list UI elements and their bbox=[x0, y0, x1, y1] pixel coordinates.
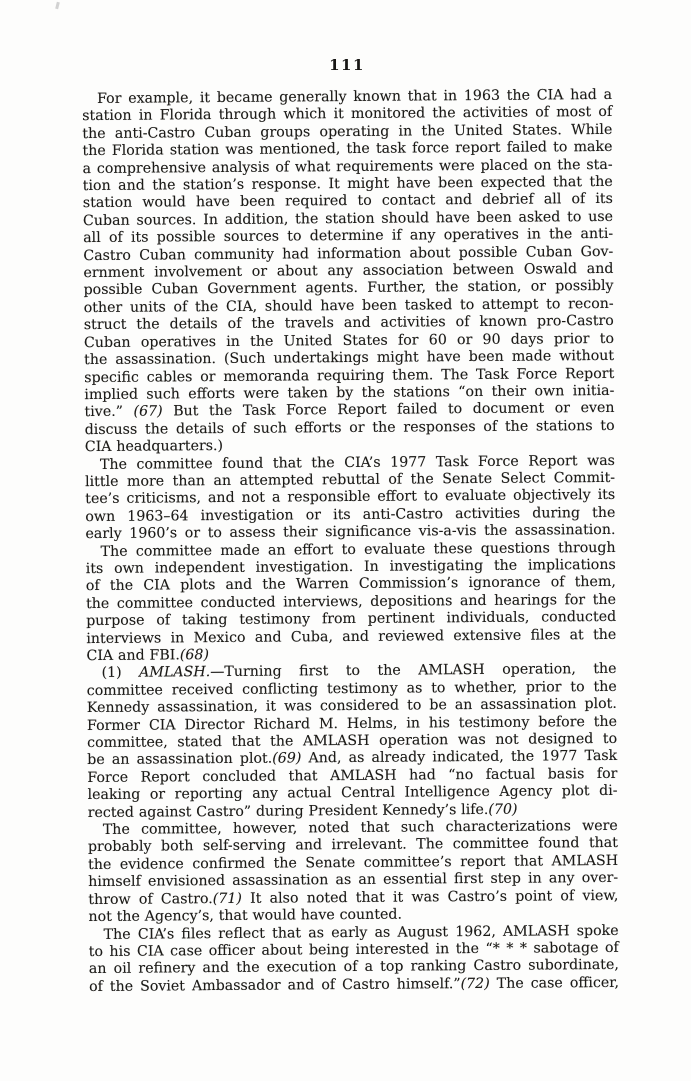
text-segment: ernment involvement or about any association between Oswald and bbox=[83, 260, 614, 282]
text-segment: throw of Castro. bbox=[88, 890, 213, 908]
text-segment: a comprehensive analysis of what requirements were placed on the sta- bbox=[82, 156, 613, 177]
footnote-reference: (68) bbox=[179, 647, 210, 664]
footnote-reference: AMLASH. bbox=[139, 664, 211, 682]
text-segment: interviews in Mexico and Cuba, and reviewed extensive files at the bbox=[86, 626, 617, 647]
footnote-reference: (69) bbox=[272, 750, 302, 768]
text-segment: Castro Cuban community had information about possible Cuban Gov- bbox=[83, 243, 614, 264]
paragraph bbox=[82, 87, 615, 457]
footnote-reference: (70) bbox=[488, 801, 518, 818]
paragraph bbox=[87, 661, 618, 822]
text-segment: specific cables or memoranda requiring them. The Task Force Report bbox=[84, 365, 615, 386]
text-segment: And, as already indicated, the 1977 Task bbox=[301, 748, 618, 767]
text-segment: the Florida station was mentioned, the task force report failed to make bbox=[82, 139, 613, 160]
text-segment: its own independent investigation. In investigating the implications bbox=[85, 556, 616, 578]
text-segment: Kennedy assassination, it was considered to be an assassination plot. bbox=[86, 696, 617, 717]
text-segment: (1) bbox=[101, 665, 140, 682]
text-segment: the committee conducted interviews, depositions and hearings for the bbox=[85, 591, 617, 612]
text-segment: The case officer, bbox=[489, 974, 620, 992]
text-segment: of the Soviet Ambassador and of Castro himself.” bbox=[88, 975, 461, 995]
text-segment: leaking or reporting any actual Central Intelligence Agency plot di- bbox=[87, 783, 618, 804]
text-segment: The CIA’s files reflect that as early as August 1962, AMLASH spoke bbox=[103, 922, 619, 943]
text-segment: of the CIA plots and the Warren Commission’s ignorance of them, bbox=[85, 574, 616, 595]
text-segment: For example, it became generally known that in 1963 the CIA had a bbox=[97, 86, 613, 107]
text-segment: an oil refinery and the execution of a top ranking Castro subordinate, bbox=[88, 957, 619, 978]
text-segment: discuss the details of such efforts or the responses of the stations to bbox=[84, 417, 615, 438]
text-segment: tive.” bbox=[84, 403, 134, 421]
text-segment: Force Report concluded that AMLASH had “no factual basis for bbox=[87, 765, 618, 786]
text-segment: himself envisioned assassination as an essential first step in any over- bbox=[88, 870, 619, 891]
text-segment: But the Task Force Report failed to document or even bbox=[162, 400, 615, 420]
text-segment: struct the details of the travels and activities of known pro-Castro bbox=[83, 313, 614, 334]
paragraph bbox=[89, 922, 620, 996]
text-segment: be an assassination plot. bbox=[87, 751, 273, 769]
text-line bbox=[89, 975, 619, 997]
text-segment: station would have been required to contact and debrief all of its bbox=[82, 191, 613, 212]
footnote-reference: (71) bbox=[212, 890, 242, 907]
footnote-reference: (72) bbox=[460, 975, 490, 992]
text-segment: CIA headquarters.) bbox=[84, 438, 224, 456]
page-number: 111 bbox=[329, 56, 365, 74]
text-segment: the anti-Castro Cuban groups operating in the United States. While bbox=[82, 121, 613, 142]
text-segment: little more than an attempted rebuttal of the Senate Select Commit- bbox=[85, 469, 616, 491]
text-segment: It also noted that it was Castro’s point of view, bbox=[241, 887, 619, 907]
text-segment: own 1963–64 investigation or its anti-Castro activities during the bbox=[85, 504, 616, 525]
text-segment: committee received conflicting testimony as to whether, prior to the bbox=[86, 678, 617, 699]
text-segment: tee’s criticisms, and not a responsible effort to evaluate objectively its bbox=[85, 487, 616, 508]
text-segment: to his CIA case officer about being interested in the “* * * sabotage of bbox=[88, 939, 619, 960]
paragraph bbox=[86, 539, 617, 665]
text-segment: tion and the station’s response. It might have been expected that the bbox=[82, 173, 613, 195]
text-segment: the assassination. (Such undertakings might have been made without bbox=[84, 348, 615, 369]
text-segment: The committee made an effort to evaluate these questions through bbox=[100, 539, 616, 560]
text-segment: not the Agency’s, that would have counted. bbox=[88, 906, 403, 926]
text-segment: The committee, however, noted that such characterizations were bbox=[102, 817, 618, 839]
text-segment: rected against Castro” during President Kennedy’s life. bbox=[87, 801, 489, 821]
scan-artifact bbox=[55, 2, 60, 10]
text-segment: purpose of taking testimony from pertinent individuals, conducted bbox=[86, 609, 617, 630]
text-segment: implied such efforts were taken by the stations “on their own initia- bbox=[84, 382, 615, 403]
paragraph bbox=[88, 818, 619, 927]
text-segment: all of its possible sources to determine if any operatives in the anti- bbox=[83, 226, 614, 247]
text-segment: Cuban operatives in the United States for 60 or 90 days prior to bbox=[83, 330, 615, 351]
text-segment: probably both self-serving and irrelevant. The committee found that bbox=[87, 835, 618, 856]
text-segment: possible Cuban Government agents. Further, the station, or possibly bbox=[83, 278, 614, 299]
text-segment: CIA and FBI. bbox=[86, 647, 180, 665]
text-segment: the evidence confirmed the Senate committee’s report that AMLASH bbox=[88, 852, 619, 873]
text-segment: other units of the CIA, should have been tasked to attempt to recon- bbox=[83, 295, 614, 316]
footnote-reference: (67) bbox=[133, 403, 163, 420]
text-segment: committee, stated that the AMLASH operation was not designed to bbox=[87, 730, 618, 752]
body-text bbox=[82, 87, 619, 996]
text-segment: station in Florida through which it monitored the activities of most of bbox=[82, 104, 613, 125]
text-segment: The committee found that the CIA’s 1977 Task Force Report was bbox=[99, 452, 615, 473]
text-segment: early 1960’s or to assess their significance vis-a-vis the assassination. bbox=[85, 522, 616, 543]
text-segment: Former CIA Director Richard M. Helms, in his testimony before the bbox=[86, 713, 618, 734]
paragraph bbox=[85, 452, 616, 543]
text-segment: —Turning first to the AMLASH operation, the bbox=[210, 661, 617, 681]
text-segment: Cuban sources. In addition, the station should have been asked to use bbox=[82, 208, 614, 229]
